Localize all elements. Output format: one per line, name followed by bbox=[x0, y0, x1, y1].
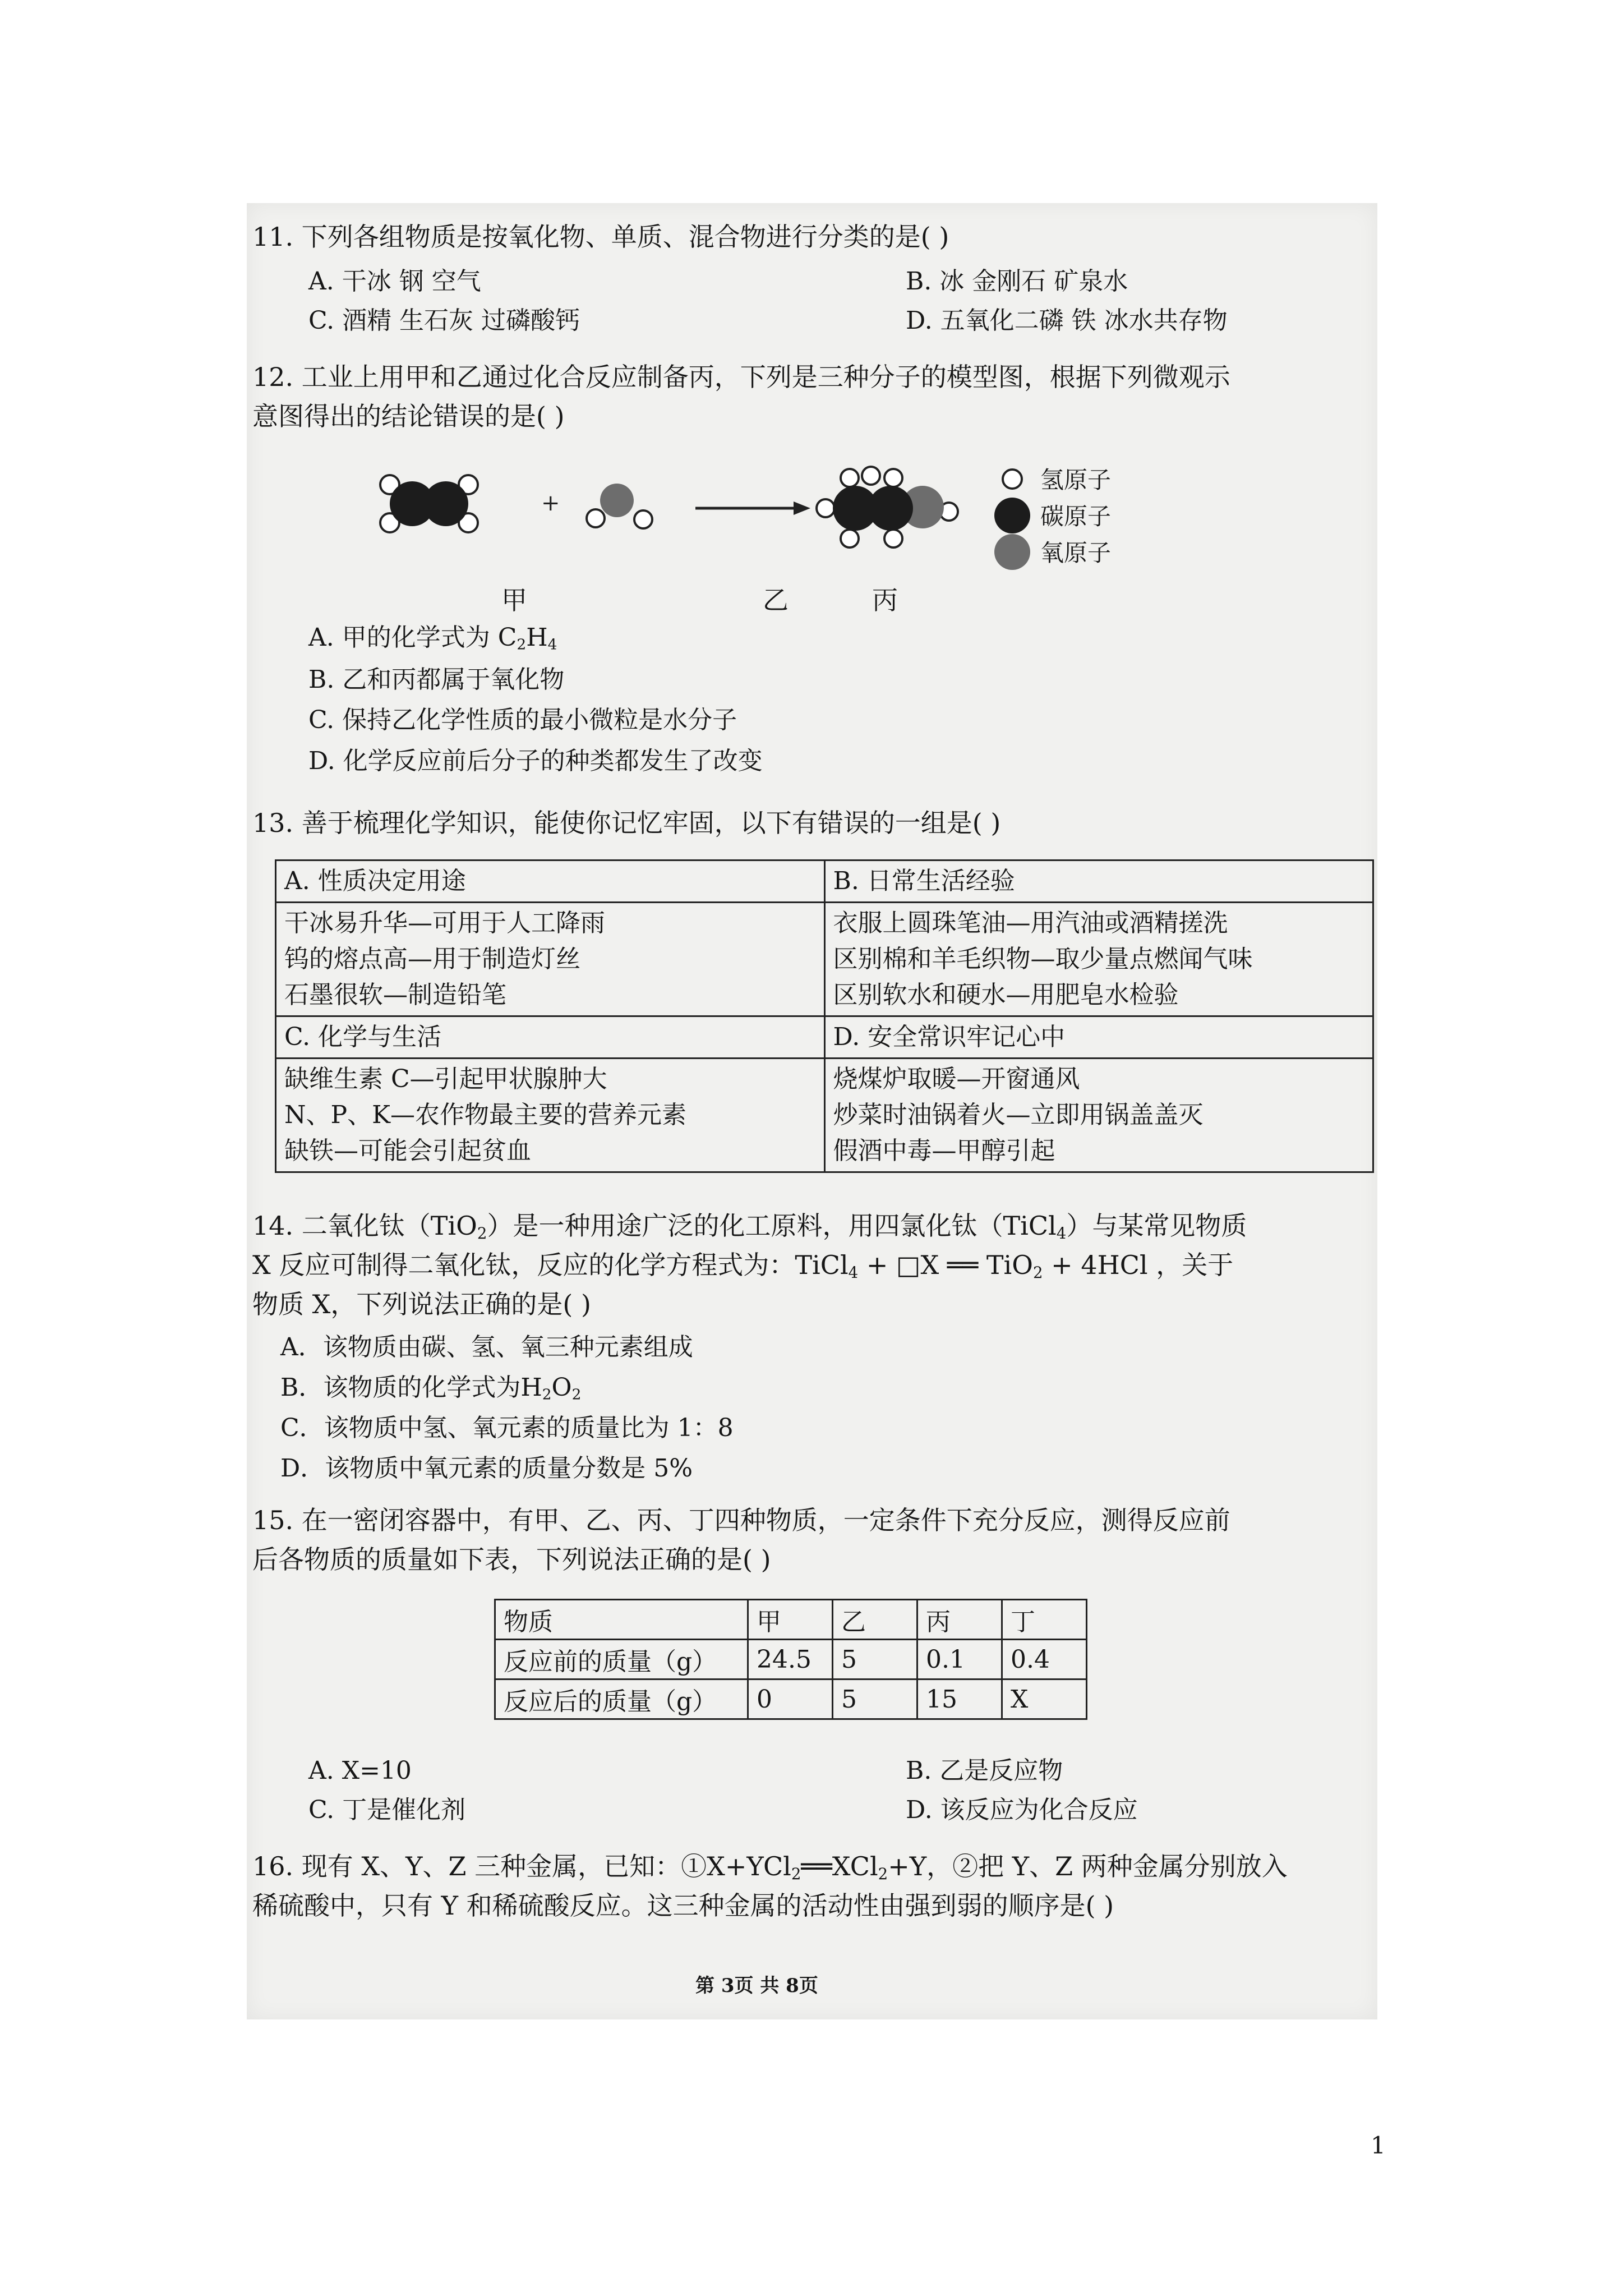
q12-option-b: B. 乙和丙都属于氧化物 bbox=[308, 665, 565, 694]
q14-stem-line3: 物质 X，下列说法正确的是( ) bbox=[252, 1289, 591, 1319]
q15-option-c: C. 丁是催化剂 bbox=[308, 1796, 466, 1824]
q14-stem-line2: X 反应可制得二氧化钛，反应的化学方程式为：TiCl$_4$ + □X ══ TiO$_2$ + 4HCl ，关于 bbox=[252, 1250, 1234, 1282]
label-yi: 乙 bbox=[763, 585, 789, 615]
q13-cell-a-body: 干冰易升华—可用于人工降雨 钨的熔点高—用于制造灯丝 石墨很软—制造铅笔 bbox=[276, 903, 825, 1016]
q16-stem-line2: 稀硫酸中，只有 Y 和稀硫酸反应。这三种金属的活动性由强到弱的顺序是( ) bbox=[252, 1890, 1114, 1921]
reaction-arrow bbox=[695, 501, 810, 515]
q13-cell-a-head: A. 性质决定用途 bbox=[276, 861, 825, 903]
q15-option-b: B. 乙是反应物 bbox=[906, 1756, 1063, 1785]
q15-option-d: D. 该反应为化合反应 bbox=[906, 1796, 1138, 1824]
table-row: 反应前的质量（g） 24.5 5 0.1 0.4 bbox=[495, 1640, 1087, 1680]
q14-option-a: A．该物质由碳、氢、氧三种元素组成 bbox=[280, 1333, 693, 1361]
q11-option-c: C. 酒精 生石灰 过磷酸钙 bbox=[308, 306, 580, 335]
document-page-number: 1 bbox=[1371, 2132, 1386, 2159]
table-row: 物质 甲 乙 丙 丁 bbox=[495, 1600, 1087, 1640]
atom-legend bbox=[994, 466, 1111, 570]
q13-cell-b-body: 衣服上圆珠笔油—用汽油或酒精搓洗 区别棉和羊毛织物—取少量点燃闻气味 区别软水和硬水—用肥皂水检验 bbox=[824, 903, 1373, 1016]
q13-cell-c-body: 缺维生素 C—引起甲状腺肿大 N、P、K—农作物最主要的营养元素 缺铁—可能会引起贫血 bbox=[276, 1059, 825, 1172]
molecule-model-diagram bbox=[370, 462, 1324, 631]
q15-stem-line1: 15. 在一密闭容器中，有甲、乙、丙、丁四种物质，一定条件下充分反应，测得反应前 bbox=[252, 1505, 1230, 1535]
q14-option-c: C．该物质中氢、氧元素的质量比为 1：8 bbox=[280, 1414, 734, 1442]
molecule-jia bbox=[380, 475, 478, 532]
q13-cell-b-head: B. 日常生活经验 bbox=[824, 861, 1373, 903]
q11-option-d: D. 五氧化二磷 铁 冰水共存物 bbox=[906, 306, 1228, 335]
q15-mass-table bbox=[494, 1599, 1087, 1720]
q13-cell-c-head: C. 化学与生活 bbox=[276, 1016, 825, 1059]
molecule-yi bbox=[587, 484, 652, 528]
label-jia: 甲 bbox=[501, 585, 527, 615]
q12-option-a: A. 甲的化学式为 $C_2H_4$ bbox=[308, 623, 557, 654]
q14-option-d: D．该物质中氧元素的质量分数是 5% bbox=[280, 1454, 693, 1483]
q13-cell-d-head: D. 安全常识牢记心中 bbox=[824, 1016, 1373, 1059]
q12-option-c: C. 保持乙化学性质的最小微粒是水分子 bbox=[308, 706, 737, 734]
table-row: 反应后的质量（g） 0 5 15 X bbox=[495, 1680, 1087, 1719]
legend-oxygen-label: 氧原子 bbox=[1040, 539, 1112, 567]
q13-table bbox=[275, 859, 1374, 1173]
q13-stem: 13. 善于梳理化学知识，能使你记忆牢固，以下有错误的一组是( ) bbox=[252, 808, 1001, 838]
molecule-bing bbox=[817, 467, 958, 547]
q11-stem: 11. 下列各组物质是按氧化物、单质、混合物进行分类的是( ) bbox=[252, 222, 949, 252]
page-number-footer: 第 3页 共 8页 bbox=[695, 1975, 818, 1997]
q12-option-d: D. 化学反应前后分子的种类都发生了改变 bbox=[308, 747, 763, 775]
q14-stem-line1: 14. 二氧化钛（TiO$_2$）是一种用途广泛的化工原料，用四氯化钛（TiCl$_4$）与某常见物质 bbox=[252, 1211, 1247, 1243]
q13-cell-d-body: 烧煤炉取暖—开窗通风 炒菜时油锅着火—立即用锅盖盖灭 假酒中毒—甲醇引起 bbox=[824, 1059, 1373, 1172]
q16-stem-line1: 16. 现有 X、Y、Z 三种金属，已知：①X+YCl$_2$══XCl$_2$+Y，②把 Y、Z 两种金属分别放入 bbox=[252, 1851, 1288, 1883]
plus-sign: + bbox=[541, 490, 560, 516]
legend-carbon-label: 碳原子 bbox=[1040, 503, 1112, 530]
q12-stem-line2: 意图得出的结论错误的是( ) bbox=[252, 401, 565, 431]
q14-option-b: B．该物质的化学式为$H_2O_2$ bbox=[280, 1373, 582, 1404]
q12-stem-line1: 12. 工业上用甲和乙通过化合反应制备丙，下列是三种分子的模型图，根据下列微观示 bbox=[252, 362, 1230, 392]
q11-option-a: A. 干冰 钢 空气 bbox=[308, 267, 481, 296]
q15-stem-line2: 后各物质的质量如下表，下列说法正确的是( ) bbox=[252, 1544, 771, 1575]
q15-option-a: A. X=10 bbox=[308, 1756, 412, 1785]
legend-hydrogen-label: 氢原子 bbox=[1040, 466, 1112, 494]
q11-option-b: B. 冰 金刚石 矿泉水 bbox=[906, 267, 1128, 296]
exam-page bbox=[247, 203, 1377, 2019]
label-bing: 丙 bbox=[872, 585, 898, 615]
